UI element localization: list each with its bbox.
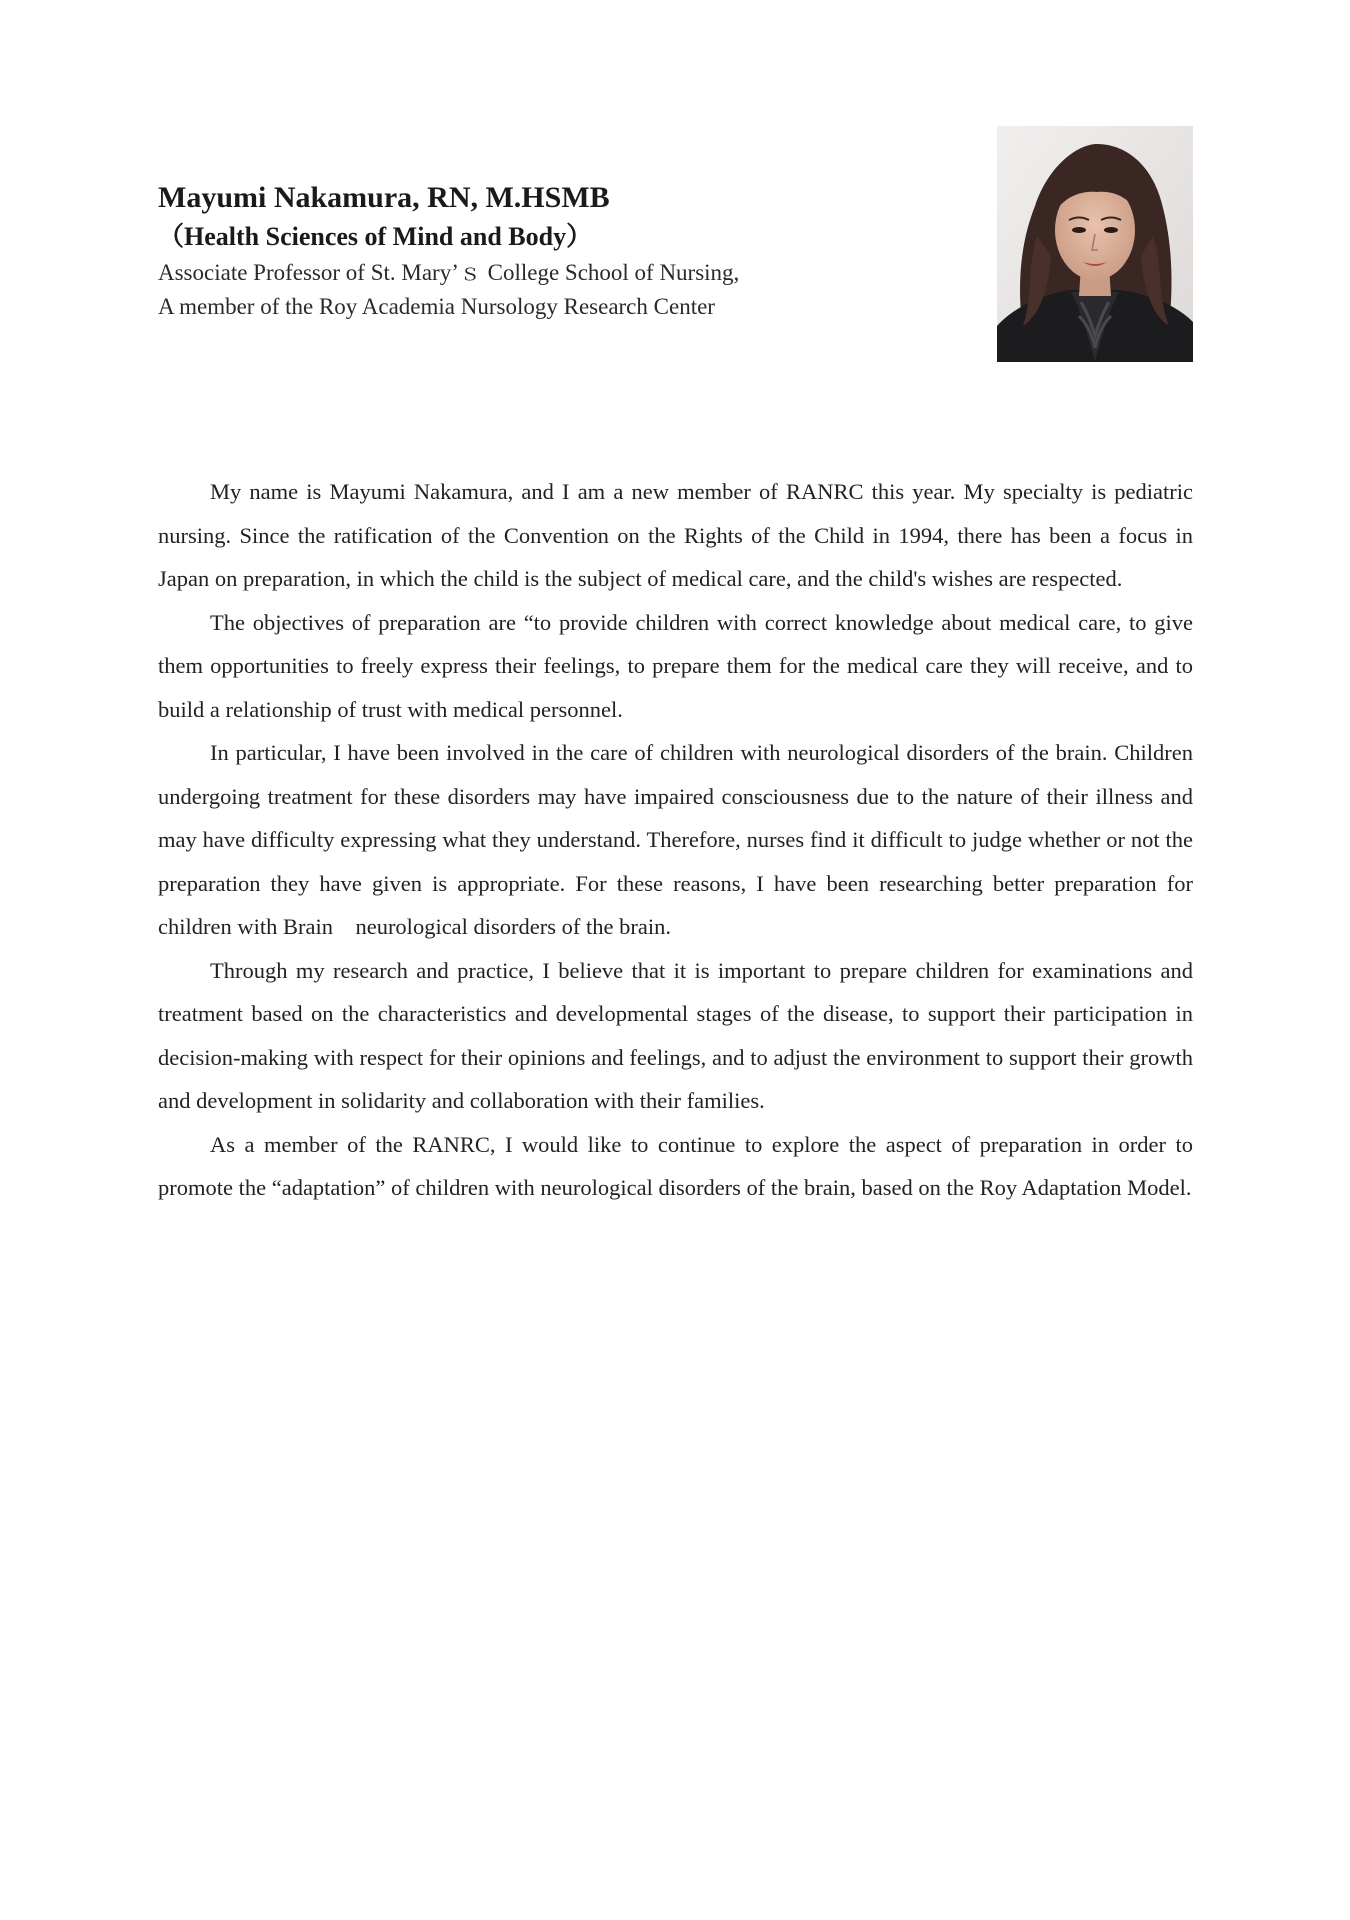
portrait-photo (997, 126, 1193, 362)
paragraph-1: My name is Mayumi Nakamura, and I am a new member of RANRC this year. My specialty is pediatric nursing. Since the ratification of the Convention on the Rights of the Child in 1994, there has been a focus in Japan on preparation, in which the child is the subject of medical care, and the child's wishes are respected. (158, 479, 1193, 591)
paragraph-3: In particular, I have been involved in the care of children with neurological disorders of the brain. Children undergoing treatment for these disorders may have impaired consciousness due to the nature of their illness and may have difficulty expressing what they understand. Therefore, nurses find it difficult to judge whether or not the preparation they have given is appropriate. For these reasons, I have been researching better preparation for children with Brain neurological disorders of the brain. (158, 740, 1193, 939)
portrait-icon (997, 126, 1193, 362)
author-header (158, 178, 978, 324)
paragraph-5: As a member of the RANRC, I would like to continue to explore the aspect of preparation in order to promote the “adaptation” of children with neurological disorders of the brain, based on the Roy Adaptation Model. (158, 1131, 1193, 1200)
affiliation-line-1: Associate Professor of St. Mary’ｓ College School of Nursing, (158, 260, 740, 285)
author-name: Mayumi Nakamura, RN, M.HSMB (158, 181, 610, 214)
paragraph-2: The objectives of preparation are “to provide children with correct knowledge about medical care, to give them opportunities to freely express their feelings, to prepare them for the medical care they will receive, and to build a relationship of trust with medical personnel. (158, 609, 1193, 722)
article-body (158, 470, 1193, 1210)
paragraph-4: Through my research and practice, I believe that it is important to prepare children for examinations and treatment based on the characteristics and developmental stages of the disease, to support their participation in decision-making with respect for their opinions and feelings, and to adjust the environment to support their growth and development in solidarity and collaboration with their families. (158, 957, 1193, 1113)
affiliation-line-2: A member of the Roy Academia Nursology Research Center (158, 294, 715, 319)
degree-full-name: （Health Sciences of Mind and Body） (158, 222, 593, 251)
